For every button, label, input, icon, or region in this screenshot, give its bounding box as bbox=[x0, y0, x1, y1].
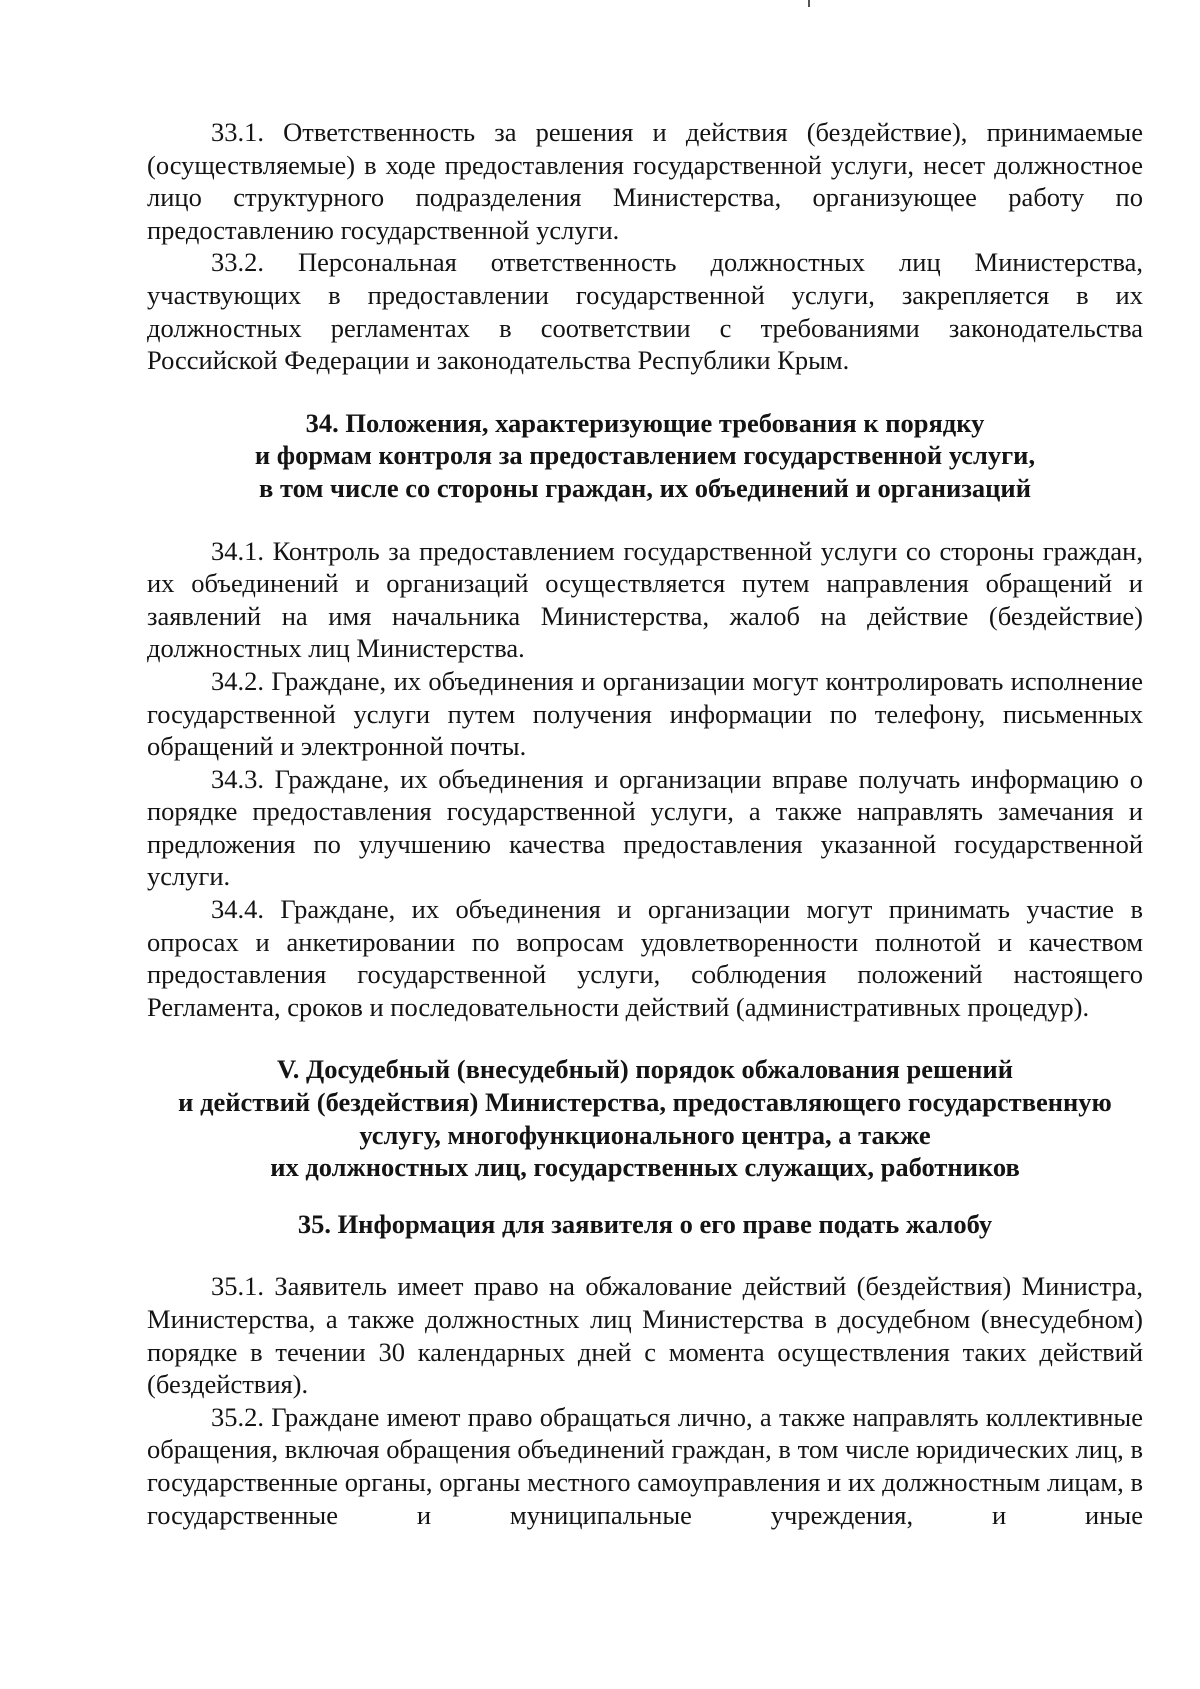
paragraph-35-2: 35.2. Граждане имеют право обращаться лично, а также направлять коллективные обращения, включая обращения объединений граждан, в том числе юридических лиц, в государственные органы, органы местного самоуправления и их должностным лицам, в государственные и муниципальные учреждения, и иные bbox=[147, 1401, 1143, 1530]
paragraph-34-1: 34.1. Контроль за предоставлением государственной услуги со стороны граждан, их объединений и организаций осуществляется путем направления обращений и заявлений на имя начальника Министерства, жалоб на действие (бездействие) должностных лиц Министерства. bbox=[147, 535, 1143, 664]
paragraph-34-4: 34.4. Граждане, их объединения и организации могут принимать участие в опросах и анкетировании по вопросам удовлетворенности полнотой и качеством предоставления государственной услуги, соблюдения положений настоящего Регламента, сроков и последовательности действий (административных процедур). bbox=[147, 894, 1143, 1022]
section-heading-34 bbox=[147, 407, 1143, 505]
heading-line: в том числе со стороны граждан, их объединений и организаций bbox=[259, 472, 1031, 503]
paragraph-33-2: 33.2. Персональная ответственность должностных лиц Министерства, участвующих в предоставлении государственной услуги, закрепляется в их должностных регламентах в соответствии с требованиями законодательства Российской Федерации и законодательства Республики Крым. bbox=[147, 247, 1143, 376]
section-heading-35 bbox=[147, 1208, 1143, 1241]
heading-line: их должностных лиц, государственных служащих, работников bbox=[270, 1152, 1020, 1183]
heading-line: 35. Информация для заявителя о его праве подать жалобу bbox=[297, 1208, 993, 1239]
paragraph-33-1: 33.1. Ответственность за решения и действия (бездействие), принимаемые (осуществляемые) в ходе предоставления государственной услуги, несет должностное лицо структурного подразделения Министерства, организующее работу по предоставлению государственной услуги. bbox=[147, 117, 1143, 245]
scan-mark bbox=[808, 0, 810, 7]
paragraph-35-1: 35.1. Заявитель имеет право на обжалование действий (бездействия) Министра, Министерства, а также должностных лиц Министерства в досудебном (внесудебном) порядке в течении 30 календарных дней с момента осуществления таких действий (бездействия). bbox=[147, 1271, 1143, 1400]
document-page bbox=[147, 116, 1143, 1531]
paragraph-34-3: 34.3. Граждане, их объединения и организации вправе получать информацию о порядке предоставления государственной услуги, а также направлять замечания и предложения по улучшению качества предоставления указанной государственной услуги. bbox=[147, 763, 1143, 892]
heading-line: услугу, многофункционального центра, а также bbox=[359, 1119, 931, 1150]
heading-line: и формам контроля за предоставлением государственной услуги, bbox=[254, 440, 1036, 471]
heading-line: 34. Положения, характеризующие требования к порядку bbox=[305, 407, 985, 438]
section-heading-v bbox=[147, 1053, 1143, 1183]
heading-line: и действий (бездействия) Министерства, предоставляющего государственную bbox=[178, 1087, 1112, 1118]
paragraph-34-2: 34.2. Граждане, их объединения и организации могут контролировать исполнение государственной услуги путем получения информации по телефону, письменных обращений и электронной почты. bbox=[147, 665, 1143, 762]
heading-line: V. Досудебный (внесудебный) порядок обжалования решений bbox=[277, 1054, 1013, 1085]
